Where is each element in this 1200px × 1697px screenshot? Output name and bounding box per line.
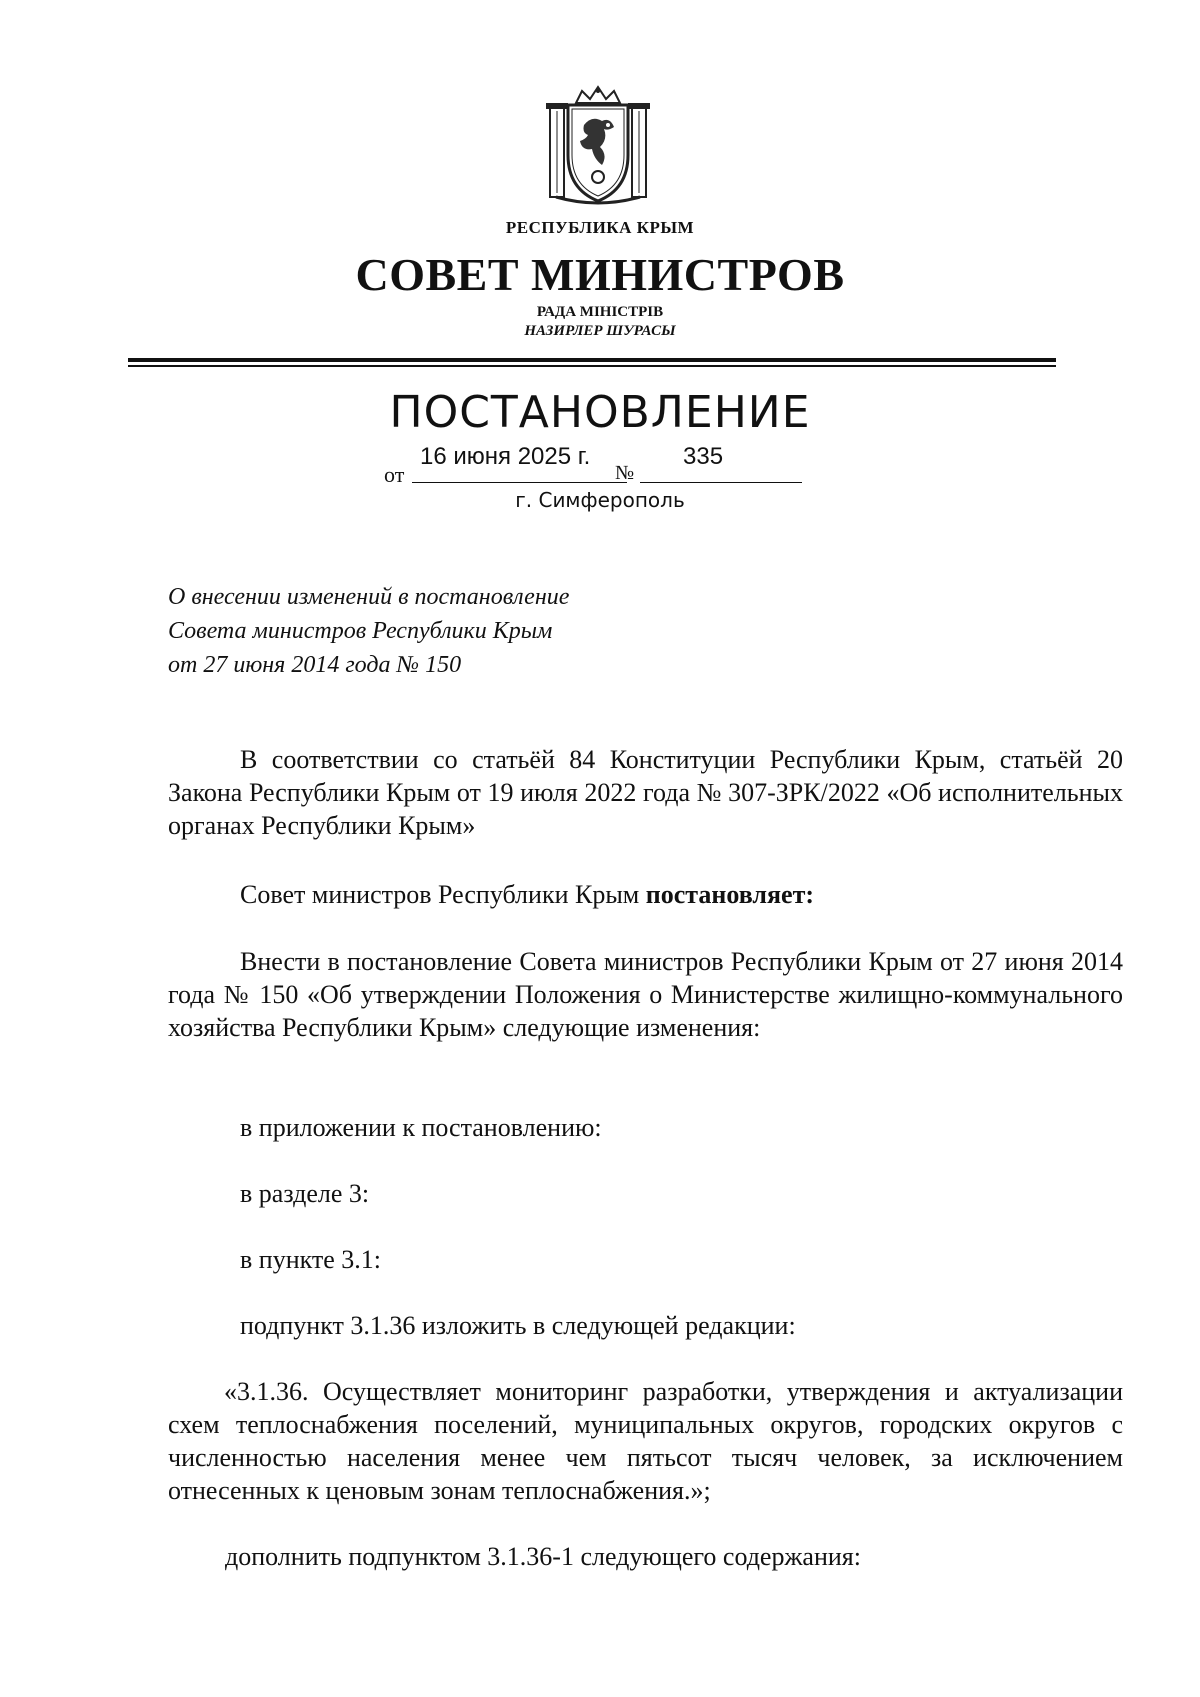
body-paragraph-appendix: в приложении к постановлению: xyxy=(240,1113,602,1142)
decree-number: 335 xyxy=(683,443,724,470)
republic-name: РЕСПУБЛИКА КРЫМ xyxy=(505,218,695,237)
resolves-keyword: постановляет: xyxy=(645,880,815,909)
number-underline xyxy=(640,482,802,483)
subject-line: от 27 июня 2014 года № 150 xyxy=(168,652,462,678)
body-paragraph-amendment: Внести в постановление Совета министров Республики Крым от 27 июня 2014 года № 150 «Об утверждении Положения о Министерстве жилищно-коммунального хозяйства Республики Крым» следующие изменения: xyxy=(168,947,1123,1042)
subject-line: Совета министров Республики Крым xyxy=(168,618,553,644)
document-title: ПОСТАНОВЛЕНИЕ xyxy=(389,387,811,438)
body-paragraph-resolves xyxy=(240,878,1120,911)
decree-date: 16 июня 2025 г. xyxy=(420,443,591,470)
decree-subject xyxy=(168,580,868,682)
city: г. Симферополь xyxy=(515,488,685,512)
date-from-label: от xyxy=(384,462,405,487)
council-name-ukrainian: РАДА МІНІСТРІВ xyxy=(536,304,664,320)
header-divider-thick xyxy=(128,358,1056,362)
body-paragraph-subpoint-intro: подпункт 3.1.36 изложить в следующей редакции: xyxy=(240,1311,796,1340)
body-paragraph-addition: дополнить подпунктом 3.1.36-1 следующего содержания: xyxy=(225,1542,861,1571)
number-label: № xyxy=(615,462,635,484)
body-paragraph-subpoint-text: «3.1.36. Осуществляет мониторинг разработки, утверждения и актуализации схем теплоснабжения поселений, муниципальных округов, городских округов с численностью населения менее чем пятьсот тысяч человек, за исключением отнесенных к ценовым зонам теплоснабжения.»; xyxy=(168,1377,1123,1505)
council-name: СОВЕТ МИНИСТРОВ xyxy=(355,249,845,300)
body-paragraph-point: в пункте 3.1: xyxy=(240,1245,382,1274)
body-paragraph-section: в разделе 3: xyxy=(240,1179,370,1208)
body-paragraph-legal-basis: В соответствии со статьёй 84 Конституции Республики Крым, статьёй 20 Закона Республики Крым от 19 июля 2022 года № 307-ЗРК/2022 «Об исполнительных органах Республики Крым» xyxy=(168,745,1123,840)
resolves-text: Совет министров Республики Крым xyxy=(240,880,646,909)
crimea-coat-of-arms-icon xyxy=(538,85,658,205)
date-underline xyxy=(412,482,627,483)
council-name-crimean-tatar: НАЗИРЛЕР ШУРАСЫ xyxy=(524,323,676,339)
subject-line: О внесении изменений в постановление xyxy=(168,584,570,610)
header-divider-thin xyxy=(128,365,1056,367)
